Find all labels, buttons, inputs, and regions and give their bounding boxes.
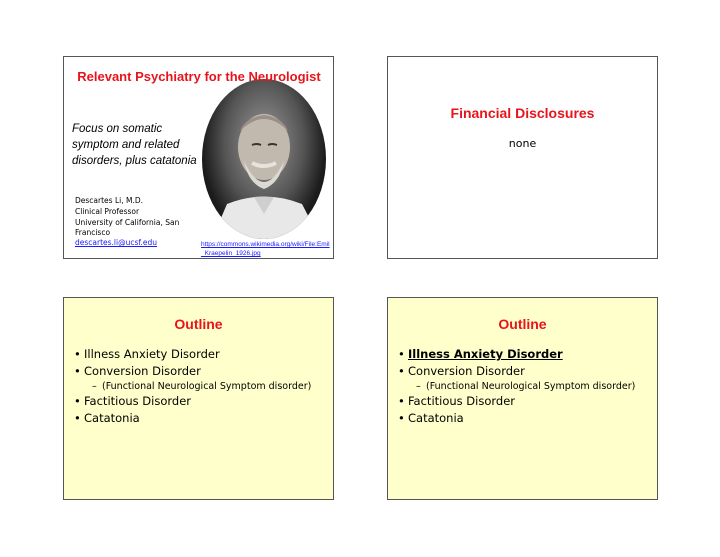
list-item: • Factitious Disorder: [398, 394, 516, 408]
portrait-figure: [202, 79, 326, 239]
slide4-title: Outline: [498, 316, 547, 332]
slide-title: [63, 56, 334, 259]
slide2-title: Financial Disclosures: [450, 105, 595, 121]
slide1-subtitle: Focus on somatic symptom and related disorders, plus catatonia: [72, 123, 197, 167]
slide3-title: Outline: [174, 316, 223, 332]
slide-financial-disclosures: [387, 56, 658, 259]
list-item: • Conversion Disorder: [74, 364, 201, 378]
author-email-link[interactable]: descartes.li@ucsf.edu: [75, 238, 157, 247]
author-role: Clinical Professor: [75, 207, 140, 216]
outline-list: [398, 346, 653, 427]
list-subitem: – (Functional Neurological Symptom disorder): [92, 381, 312, 392]
disclosures-body: none: [508, 137, 537, 150]
list-subitem: – (Functional Neurological Symptom disorder): [416, 381, 636, 392]
kraepelin-portrait: [202, 79, 326, 239]
image-credit-link[interactable]: https://commons.wikimedia.org/wiki/File:Emil_Kraepelin_1926.jpg: [201, 241, 330, 257]
slide-outline-highlighted: [387, 297, 658, 500]
list-item: • Conversion Disorder: [398, 364, 525, 378]
list-item: • Factitious Disorder: [74, 394, 192, 408]
list-item: • Catatonia: [74, 411, 140, 425]
slide1-title: Relevant Psychiatry for the Neurologist: [77, 69, 321, 84]
outline-list: [74, 346, 329, 427]
slide-outline: [63, 297, 334, 500]
author-name: Descartes Li, M.D.: [75, 196, 143, 205]
list-item: • Catatonia: [398, 411, 464, 425]
list-item-highlighted: • Illness Anxiety Disorder: [398, 347, 563, 361]
author-affiliation: University of California, San Francisco: [75, 218, 180, 237]
list-item: • Illness Anxiety Disorder: [74, 347, 220, 361]
